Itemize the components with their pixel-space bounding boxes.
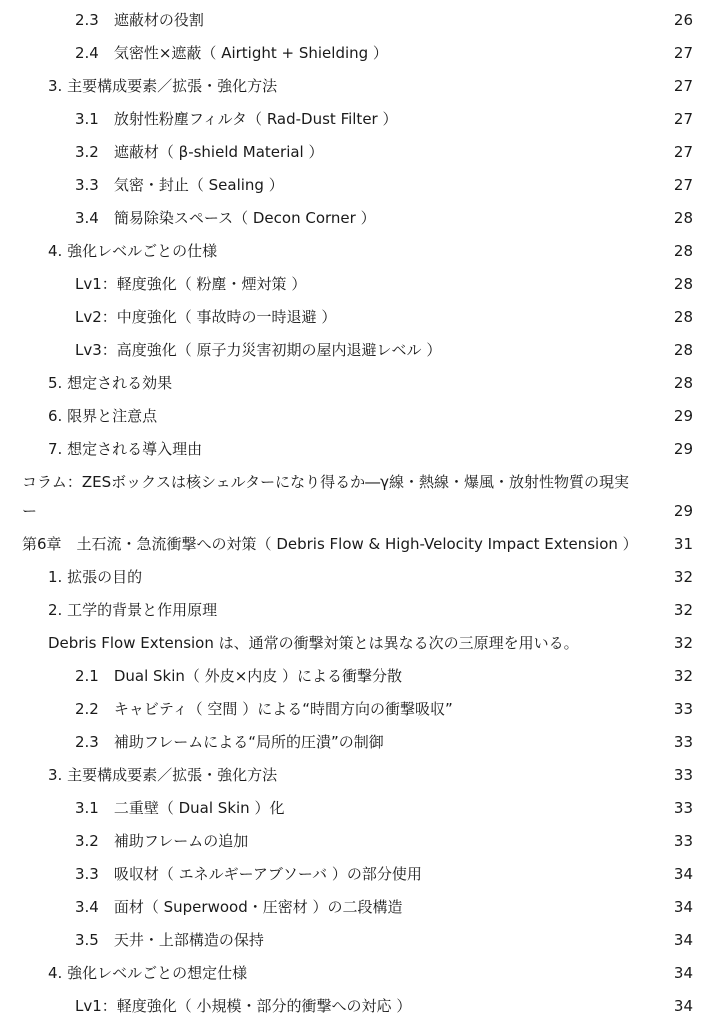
toc-page-number: 34 bbox=[673, 865, 693, 883]
toc-page-number: 27 bbox=[673, 44, 693, 62]
toc-page-number: 32 bbox=[673, 568, 693, 586]
toc-page-number: 31 bbox=[673, 535, 693, 553]
toc-entry-text: 3. 主要構成要素／拡張・強化方法 bbox=[48, 77, 278, 95]
toc-entry-text: 2.1 Dual Skin（ 外皮×内皮 ）による衝撃分散 bbox=[75, 667, 403, 685]
toc-page-number: 27 bbox=[673, 176, 693, 194]
toc-page-number: 28 bbox=[673, 242, 693, 260]
toc-entry[interactable] bbox=[0, 665, 708, 687]
toc-entry[interactable] bbox=[0, 566, 708, 588]
toc-entry[interactable] bbox=[0, 962, 708, 984]
toc-entry[interactable] bbox=[0, 273, 708, 295]
toc-entry-text: 2.4 気密性×遮蔽（ Airtight + Shielding ） bbox=[75, 44, 388, 62]
toc-entry-text: 4. 強化レベルごとの仕様 bbox=[48, 242, 218, 260]
toc-entry[interactable] bbox=[0, 698, 708, 720]
toc-page-number: 33 bbox=[673, 832, 693, 850]
toc-entry-text: Debris Flow Extension は、通常の衝撃対策とは異なる次の三原理を用いる。 bbox=[48, 634, 579, 652]
toc-entry[interactable] bbox=[0, 438, 708, 460]
toc-entry-text: 7. 想定される導入理由 bbox=[48, 440, 203, 458]
toc-page-number: 33 bbox=[673, 700, 693, 718]
toc-entry[interactable] bbox=[0, 174, 708, 196]
toc-entry-text: 3.2 遮蔽材（ β-shield Material ） bbox=[75, 143, 324, 161]
toc-entry[interactable] bbox=[0, 108, 708, 130]
toc-page-number: 33 bbox=[673, 766, 693, 784]
toc-page-number: 28 bbox=[673, 308, 693, 326]
toc-entry[interactable] bbox=[0, 42, 708, 64]
toc-entry[interactable] bbox=[0, 141, 708, 163]
toc-page-number: 29 bbox=[673, 407, 693, 425]
toc-page-number: 34 bbox=[673, 964, 693, 982]
toc-page-number: 33 bbox=[673, 799, 693, 817]
toc-page-number: 27 bbox=[673, 143, 693, 161]
toc-entry[interactable] bbox=[0, 339, 708, 361]
toc-entry-text: 5. 想定される効果 bbox=[48, 374, 173, 392]
toc-entry-text: Lv3：高度強化（ 原子力災害初期の屋内退避レベル ） bbox=[75, 341, 442, 359]
toc-entry[interactable] bbox=[0, 830, 708, 852]
toc-entry[interactable] bbox=[0, 240, 708, 262]
toc-entry[interactable] bbox=[0, 405, 708, 427]
toc-entry-text: 4. 強化レベルごとの想定仕様 bbox=[48, 964, 248, 982]
toc-entry-text: 3.3 気密・封止（ Sealing ） bbox=[75, 176, 284, 194]
toc-page-number: 27 bbox=[673, 77, 693, 95]
toc-page-number: 32 bbox=[673, 634, 693, 652]
toc-entry[interactable] bbox=[0, 797, 708, 819]
toc-entry-text: 3.1 二重壁（ Dual Skin ）化 bbox=[75, 799, 285, 817]
toc-entry[interactable] bbox=[0, 863, 708, 885]
toc-entry-text: Lv2：中度強化（ 事故時の一時退避 ） bbox=[75, 308, 337, 326]
toc-entry-text: 3.5 天井・上部構造の保持 bbox=[75, 931, 264, 949]
toc-page-number: 34 bbox=[673, 997, 693, 1015]
toc-entry-text: 6. 限界と注意点 bbox=[48, 407, 158, 425]
toc-page-number: 34 bbox=[673, 931, 693, 949]
toc-entry[interactable] bbox=[0, 599, 708, 621]
toc-entry[interactable] bbox=[0, 306, 708, 328]
toc-page-number: 28 bbox=[673, 275, 693, 293]
toc-entry-text: 2.3 遮蔽材の役割 bbox=[75, 11, 204, 29]
toc-entry-text: 3. 主要構成要素／拡張・強化方法 bbox=[48, 766, 278, 784]
toc-page-number: 33 bbox=[673, 733, 693, 751]
toc-entry-text: 第6章 土石流・急流衝撃への対策（ Debris Flow & High-Velocity Impact Extension ） bbox=[22, 535, 638, 553]
toc-entry-text: 3.4 簡易除染スペース（ Decon Corner ） bbox=[75, 209, 376, 227]
toc-entry[interactable] bbox=[0, 9, 708, 31]
toc-entry-text: ー bbox=[22, 502, 38, 520]
toc-entry[interactable] bbox=[0, 764, 708, 786]
toc-entry-text: 2. 工学的背景と作用原理 bbox=[48, 601, 218, 619]
toc-entry[interactable] bbox=[0, 372, 708, 394]
toc-entry-text: 2.2 キャビティ（ 空間 ）による“時間方向の衝撃吸収” bbox=[75, 700, 453, 718]
toc-page-number: 26 bbox=[673, 11, 693, 29]
toc-page-number: 28 bbox=[673, 341, 693, 359]
toc-entry[interactable] bbox=[0, 731, 708, 753]
toc-page-number: 34 bbox=[673, 898, 693, 916]
toc-page-number: 32 bbox=[673, 601, 693, 619]
toc-entry-text: 3.3 吸収材（ エネルギーアブソーバ ）の部分使用 bbox=[75, 865, 422, 883]
toc-entry-text: 3.4 面材（ Superwood・圧密材 ）の二段構造 bbox=[75, 898, 403, 916]
toc-entry-text: Lv1：軽度強化（ 粉塵・煙対策 ） bbox=[75, 275, 307, 293]
toc-entry-text: 3.1 放射性粉塵フィルタ（ Rad-Dust Filter ） bbox=[75, 110, 398, 128]
toc-entry[interactable] bbox=[0, 995, 708, 1017]
toc-page-number: 27 bbox=[673, 110, 693, 128]
toc-entry[interactable] bbox=[0, 207, 708, 229]
toc-entry[interactable] bbox=[0, 929, 708, 951]
toc-page-number: 29 bbox=[673, 502, 693, 520]
toc-chapter-entry[interactable] bbox=[0, 533, 708, 555]
toc-entry-text: 3.2 補助フレームの追加 bbox=[75, 832, 249, 850]
toc-entry-text: Lv1：軽度強化（ 小規模・部分的衝撃への対応 ） bbox=[75, 997, 412, 1015]
toc-entry[interactable] bbox=[0, 500, 708, 522]
toc-column-entry[interactable]: コラム：ZESボックスは核シェルターになり得るか―γ線・熱線・爆風・放射性物質の現実 bbox=[22, 473, 629, 491]
toc-page-number: 28 bbox=[673, 374, 693, 392]
toc-page-number: 28 bbox=[673, 209, 693, 227]
toc-entry[interactable] bbox=[0, 75, 708, 97]
toc-entry-text: 1. 拡張の目的 bbox=[48, 568, 143, 586]
toc-entry[interactable] bbox=[0, 632, 708, 654]
toc-page-number: 32 bbox=[673, 667, 693, 685]
toc-entry-text: 2.3 補助フレームによる“局所的圧潰”の制御 bbox=[75, 733, 384, 751]
toc-entry[interactable] bbox=[0, 896, 708, 918]
toc-page-number: 29 bbox=[673, 440, 693, 458]
